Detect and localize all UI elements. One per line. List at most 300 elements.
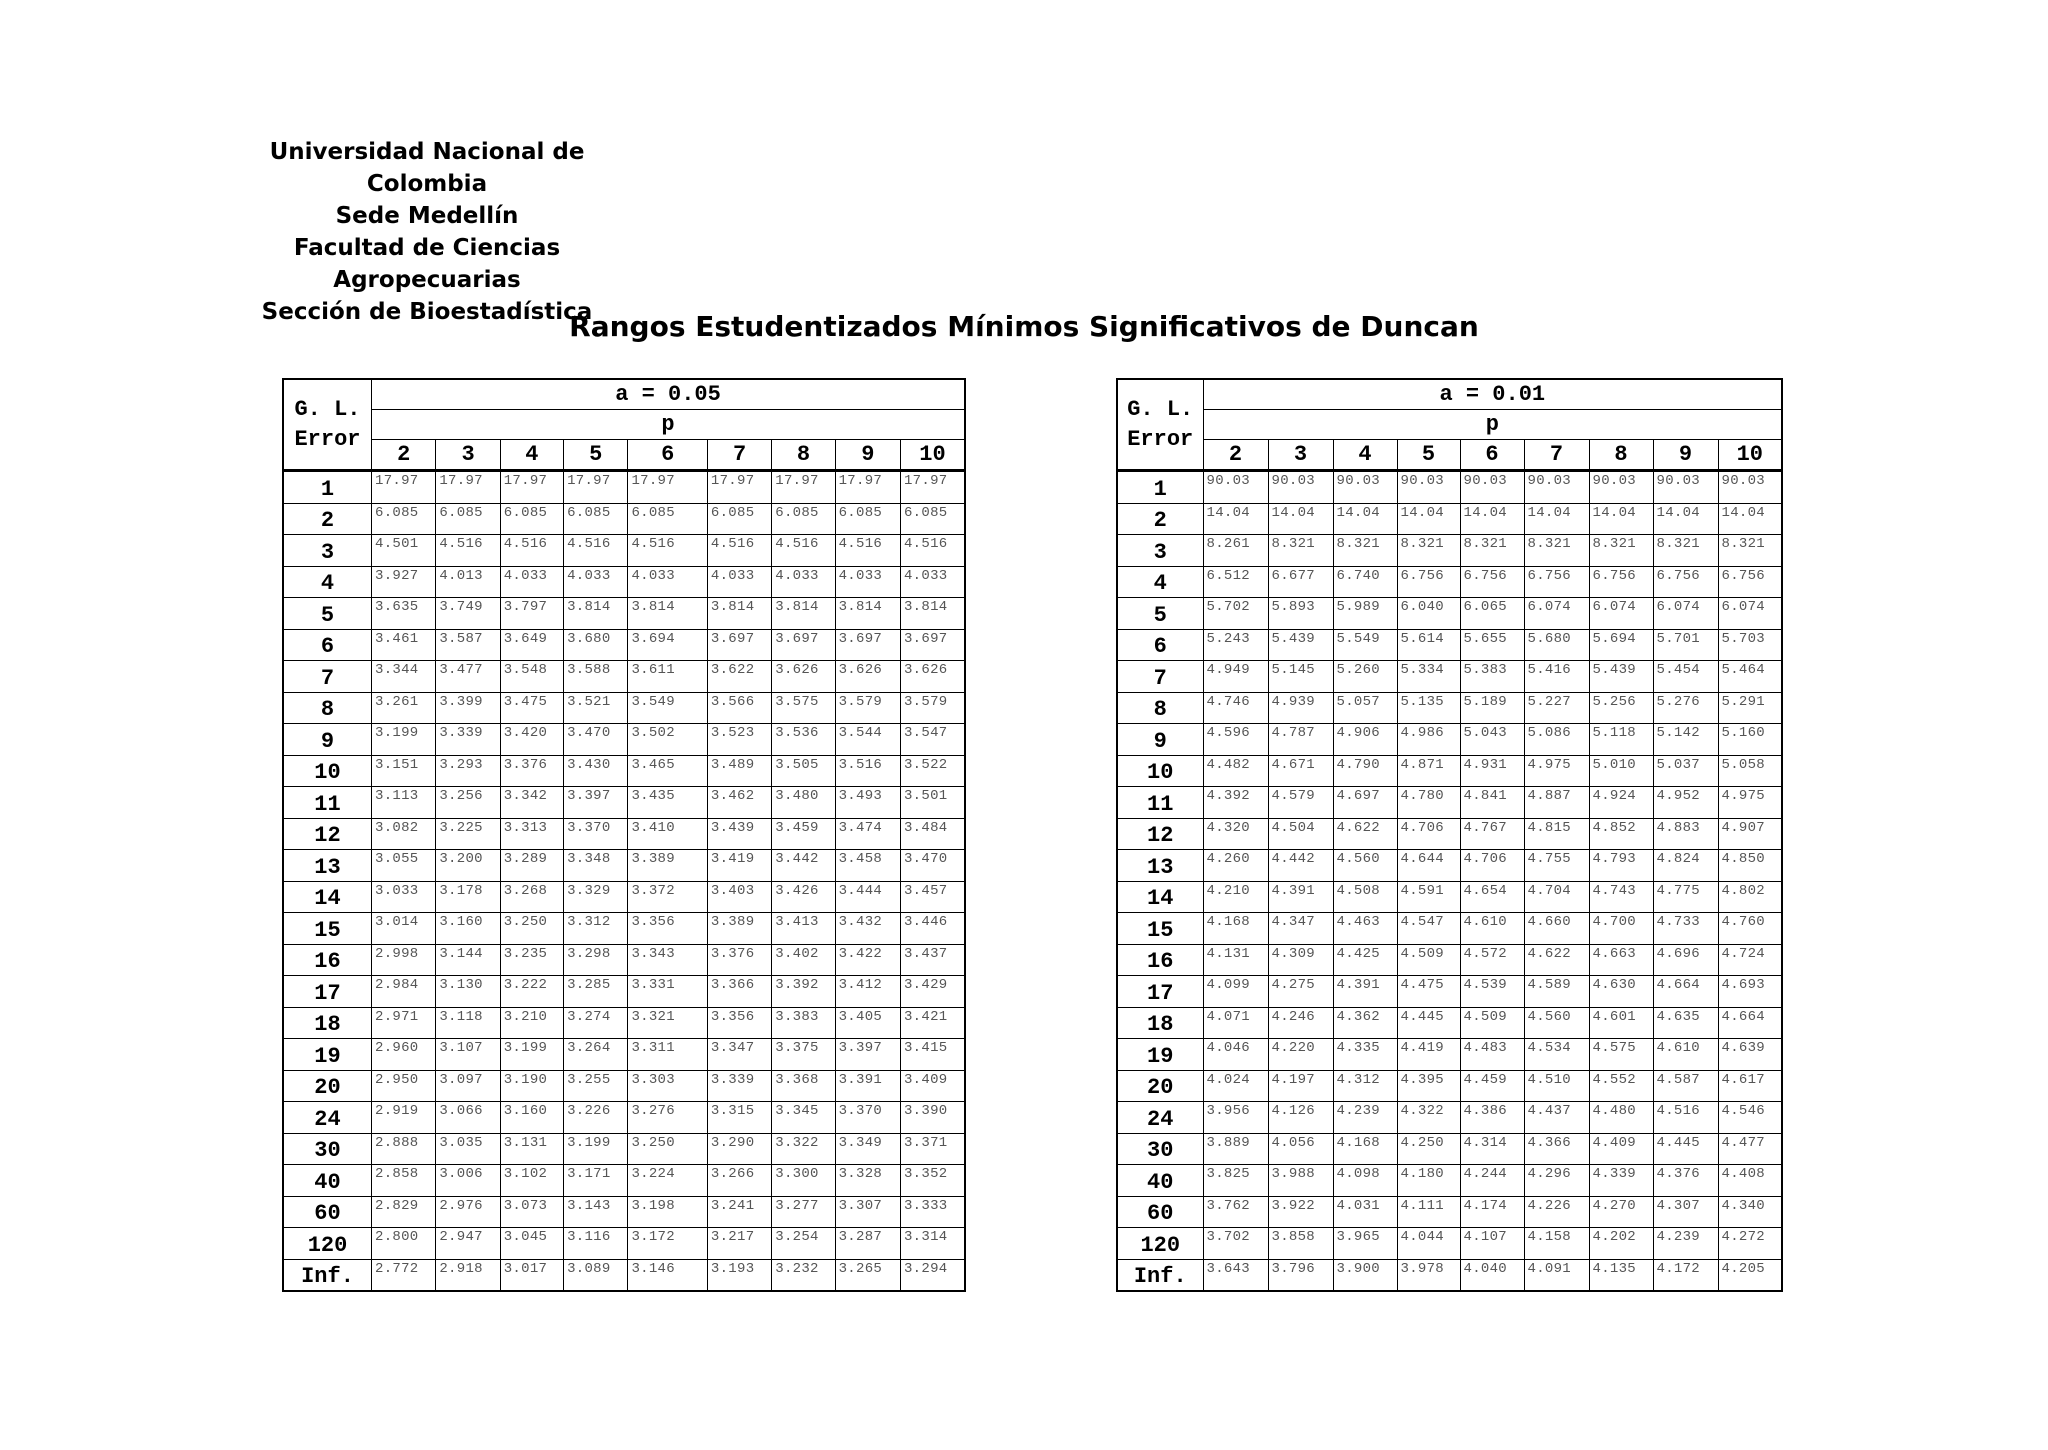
table-cell: 6.512 bbox=[1203, 566, 1268, 598]
table-cell: 4.509 bbox=[1397, 944, 1460, 976]
table-cell: 3.421 bbox=[900, 1007, 965, 1039]
df-value: 19 bbox=[1117, 1039, 1203, 1071]
table-cell: 3.356 bbox=[628, 913, 707, 945]
table-cell: 3.437 bbox=[900, 944, 965, 976]
table-cell: 3.370 bbox=[835, 1102, 900, 1134]
table-cell: 3.146 bbox=[628, 1259, 707, 1291]
table-cell: 4.516 bbox=[564, 535, 628, 567]
table-cell: 3.348 bbox=[564, 850, 628, 882]
table-cell: 3.315 bbox=[707, 1102, 771, 1134]
table-cell: 3.376 bbox=[707, 944, 771, 976]
table-cell: 3.643 bbox=[1203, 1259, 1268, 1291]
table-cell: 3.493 bbox=[835, 787, 900, 819]
table-cell: 90.03 bbox=[1203, 471, 1268, 504]
table-cell: 3.160 bbox=[500, 1102, 563, 1134]
table-cell: 6.085 bbox=[772, 503, 835, 535]
table-cell: 6.085 bbox=[628, 503, 707, 535]
table-row bbox=[1117, 755, 1782, 787]
table-cell: 3.749 bbox=[436, 598, 500, 630]
df-value: 11 bbox=[1117, 787, 1203, 819]
table-row bbox=[283, 1259, 965, 1291]
table-cell: 6.074 bbox=[1653, 598, 1718, 630]
df-value: 7 bbox=[1117, 661, 1203, 693]
df-value: 10 bbox=[1117, 755, 1203, 787]
df-value: 17 bbox=[283, 976, 372, 1008]
table-cell: 4.091 bbox=[1524, 1259, 1589, 1291]
table-row bbox=[1117, 535, 1782, 567]
table-cell: 90.03 bbox=[1589, 471, 1653, 504]
table-cell: 4.596 bbox=[1203, 724, 1268, 756]
table-row bbox=[283, 976, 965, 1008]
table-cell: 4.272 bbox=[1718, 1228, 1782, 1260]
table-cell: 4.174 bbox=[1460, 1196, 1524, 1228]
table-cell: 3.611 bbox=[628, 661, 707, 693]
table-cell: 4.482 bbox=[1203, 755, 1268, 787]
table-cell: 3.420 bbox=[500, 724, 563, 756]
table-cell: 3.066 bbox=[436, 1102, 500, 1134]
table-cell: 14.04 bbox=[1589, 503, 1653, 535]
table-cell: 6.085 bbox=[707, 503, 771, 535]
table-cell: 4.931 bbox=[1460, 755, 1524, 787]
table-cell: 3.343 bbox=[628, 944, 707, 976]
table-cell: 6.740 bbox=[1333, 566, 1397, 598]
table-cell: 3.224 bbox=[628, 1165, 707, 1197]
table-cell: 4.395 bbox=[1397, 1070, 1460, 1102]
table-cell: 3.366 bbox=[707, 976, 771, 1008]
table-cell: 3.222 bbox=[500, 976, 563, 1008]
table-cell: 3.858 bbox=[1268, 1228, 1333, 1260]
table-cell: 3.276 bbox=[628, 1102, 707, 1134]
table-cell: 2.858 bbox=[372, 1165, 436, 1197]
table-row bbox=[283, 661, 965, 693]
table-cell: 3.796 bbox=[1268, 1259, 1333, 1291]
table-cell: 3.014 bbox=[372, 913, 436, 945]
table-row bbox=[283, 724, 965, 756]
table-cell: 3.235 bbox=[500, 944, 563, 976]
table-cell: 3.339 bbox=[707, 1070, 771, 1102]
table-cell: 5.058 bbox=[1718, 755, 1782, 787]
table-cell: 3.588 bbox=[564, 661, 628, 693]
table-cell: 17.97 bbox=[835, 471, 900, 504]
table-cell: 3.225 bbox=[436, 818, 500, 850]
table-cell: 3.371 bbox=[900, 1133, 965, 1165]
table-cell: 3.432 bbox=[835, 913, 900, 945]
table-cell: 3.549 bbox=[628, 692, 707, 724]
table-cell: 3.501 bbox=[900, 787, 965, 819]
table-cell: 4.408 bbox=[1718, 1165, 1782, 1197]
table-cell: 4.509 bbox=[1460, 1007, 1524, 1039]
table-row bbox=[1117, 913, 1782, 945]
table-cell: 3.575 bbox=[772, 692, 835, 724]
table-cell: 3.626 bbox=[900, 661, 965, 693]
table-row bbox=[1117, 661, 1782, 693]
table-cell: 3.130 bbox=[436, 976, 500, 1008]
table-cell: 6.756 bbox=[1718, 566, 1782, 598]
table-cell: 3.900 bbox=[1333, 1259, 1397, 1291]
table-cell: 3.055 bbox=[372, 850, 436, 882]
table-cell: 3.978 bbox=[1397, 1259, 1460, 1291]
table-cell: 3.303 bbox=[628, 1070, 707, 1102]
table-cell: 6.085 bbox=[372, 503, 436, 535]
table-cell: 3.814 bbox=[772, 598, 835, 630]
df-value: 5 bbox=[1117, 598, 1203, 630]
table-cell: 4.445 bbox=[1653, 1133, 1718, 1165]
table-cell: 2.976 bbox=[436, 1196, 500, 1228]
df-value: 17 bbox=[1117, 976, 1203, 1008]
table-cell: 4.733 bbox=[1653, 913, 1718, 945]
df-value: 40 bbox=[1117, 1165, 1203, 1197]
table-cell: 3.587 bbox=[436, 629, 500, 661]
table-cell: 4.312 bbox=[1333, 1070, 1397, 1102]
table-cell: 4.071 bbox=[1203, 1007, 1268, 1039]
table-cell: 4.743 bbox=[1589, 881, 1653, 913]
table-cell: 3.226 bbox=[564, 1102, 628, 1134]
df-value: 10 bbox=[283, 755, 372, 787]
table-cell: 4.610 bbox=[1653, 1039, 1718, 1071]
table-cell: 3.333 bbox=[900, 1196, 965, 1228]
table-cell: 4.871 bbox=[1397, 755, 1460, 787]
table-cell: 4.024 bbox=[1203, 1070, 1268, 1102]
df-value: 40 bbox=[283, 1165, 372, 1197]
df-value: 120 bbox=[283, 1228, 372, 1260]
p-value-header: 8 bbox=[772, 440, 835, 471]
table-cell: 4.591 bbox=[1397, 881, 1460, 913]
table-cell: 3.697 bbox=[772, 629, 835, 661]
table-cell: 3.274 bbox=[564, 1007, 628, 1039]
table-row bbox=[283, 1133, 965, 1165]
table-cell: 4.172 bbox=[1653, 1259, 1718, 1291]
table-cell: 5.703 bbox=[1718, 629, 1782, 661]
table-cell: 4.516 bbox=[500, 535, 563, 567]
table-row bbox=[1117, 503, 1782, 535]
table-row bbox=[283, 471, 965, 504]
table-cell: 3.342 bbox=[500, 787, 563, 819]
table-row bbox=[283, 913, 965, 945]
df-value: 1 bbox=[283, 471, 372, 504]
table-cell: 5.464 bbox=[1718, 661, 1782, 693]
table-cell: 4.463 bbox=[1333, 913, 1397, 945]
table-cell: 3.290 bbox=[707, 1133, 771, 1165]
table-row bbox=[1117, 692, 1782, 724]
table-cell: 3.193 bbox=[707, 1259, 771, 1291]
table-cell: 3.458 bbox=[835, 850, 900, 882]
table-cell: 4.601 bbox=[1589, 1007, 1653, 1039]
table-cell: 4.617 bbox=[1718, 1070, 1782, 1102]
table-cell: 4.693 bbox=[1718, 976, 1782, 1008]
table-cell: 3.199 bbox=[564, 1133, 628, 1165]
table-cell: 5.549 bbox=[1333, 629, 1397, 661]
table-cell: 4.516 bbox=[900, 535, 965, 567]
table-cell: 4.671 bbox=[1268, 755, 1333, 787]
table-cell: 3.289 bbox=[500, 850, 563, 882]
table-cell: 4.572 bbox=[1460, 944, 1524, 976]
table-cell: 6.085 bbox=[564, 503, 628, 535]
table-cell: 4.852 bbox=[1589, 818, 1653, 850]
table-cell: 4.504 bbox=[1268, 818, 1333, 850]
table-cell: 3.300 bbox=[772, 1165, 835, 1197]
table-cell: 3.470 bbox=[900, 850, 965, 882]
table-cell: 6.085 bbox=[436, 503, 500, 535]
table-cell: 3.277 bbox=[772, 1196, 835, 1228]
table-cell: 4.099 bbox=[1203, 976, 1268, 1008]
df-value: 60 bbox=[283, 1196, 372, 1228]
error-label: Error bbox=[294, 426, 361, 452]
table-cell: 3.412 bbox=[835, 976, 900, 1008]
error-label: Error bbox=[1127, 426, 1194, 452]
table-cell: 6.085 bbox=[900, 503, 965, 535]
table-cell: 3.017 bbox=[500, 1259, 563, 1291]
table-cell: 4.250 bbox=[1397, 1133, 1460, 1165]
df-value: 18 bbox=[283, 1007, 372, 1039]
table-cell: 3.217 bbox=[707, 1228, 771, 1260]
df-value: 18 bbox=[1117, 1007, 1203, 1039]
gl-label: G. L. bbox=[1127, 396, 1194, 422]
table-cell: 5.118 bbox=[1589, 724, 1653, 756]
table-cell: 3.544 bbox=[835, 724, 900, 756]
page-title: Rangos Estudentizados Mínimos Significativos de Duncan bbox=[569, 310, 1479, 343]
table-cell: 6.085 bbox=[500, 503, 563, 535]
table-cell: 3.376 bbox=[500, 755, 563, 787]
table-cell: 3.547 bbox=[900, 724, 965, 756]
table-cell: 3.082 bbox=[372, 818, 436, 850]
table-cell: 3.922 bbox=[1268, 1196, 1333, 1228]
table-row bbox=[1117, 850, 1782, 882]
alpha-label: a = 0.01 bbox=[1203, 379, 1782, 410]
table-cell: 3.889 bbox=[1203, 1133, 1268, 1165]
table-cell: 4.135 bbox=[1589, 1259, 1653, 1291]
table-cell: 4.986 bbox=[1397, 724, 1460, 756]
table-cell: 4.445 bbox=[1397, 1007, 1460, 1039]
p-values-row bbox=[1117, 440, 1782, 471]
table-cell: 3.825 bbox=[1203, 1165, 1268, 1197]
table-cell: 3.480 bbox=[772, 787, 835, 819]
table-cell: 6.065 bbox=[1460, 598, 1524, 630]
table-row bbox=[283, 755, 965, 787]
table-cell: 4.031 bbox=[1333, 1196, 1397, 1228]
table-cell: 14.04 bbox=[1460, 503, 1524, 535]
table-cell: 3.199 bbox=[500, 1039, 563, 1071]
table-cell: 6.756 bbox=[1397, 566, 1460, 598]
table-cell: 4.534 bbox=[1524, 1039, 1589, 1071]
df-value: 6 bbox=[283, 629, 372, 661]
table-cell: 4.244 bbox=[1460, 1165, 1524, 1197]
table-row bbox=[1117, 1070, 1782, 1102]
table-cell: 3.383 bbox=[772, 1007, 835, 1039]
table-cell: 4.270 bbox=[1589, 1196, 1653, 1228]
faculty-name: Facultad de Ciencias Agropecuarias bbox=[293, 235, 561, 293]
table-row bbox=[283, 944, 965, 976]
campus-name: Sede Medellín bbox=[335, 203, 519, 229]
table-cell: 3.200 bbox=[436, 850, 500, 882]
table-cell: 3.254 bbox=[772, 1228, 835, 1260]
table-cell: 3.697 bbox=[707, 629, 771, 661]
table-cell: 4.663 bbox=[1589, 944, 1653, 976]
p-label: p bbox=[1203, 410, 1782, 440]
table-cell: 3.405 bbox=[835, 1007, 900, 1039]
table-row bbox=[1117, 787, 1782, 819]
df-value: 5 bbox=[283, 598, 372, 630]
table-cell: 3.321 bbox=[628, 1007, 707, 1039]
table-cell: 8.321 bbox=[1333, 535, 1397, 567]
table-cell: 3.307 bbox=[835, 1196, 900, 1228]
table-cell: 2.918 bbox=[436, 1259, 500, 1291]
table-cell: 3.762 bbox=[1203, 1196, 1268, 1228]
table-cell: 3.389 bbox=[628, 850, 707, 882]
p-value-header: 10 bbox=[1718, 440, 1782, 471]
table-cell: 4.309 bbox=[1268, 944, 1333, 976]
table-cell: 4.793 bbox=[1589, 850, 1653, 882]
table-cell: 3.118 bbox=[436, 1007, 500, 1039]
p-value-header: 7 bbox=[1524, 440, 1589, 471]
table-cell: 4.560 bbox=[1333, 850, 1397, 882]
table-cell: 5.655 bbox=[1460, 629, 1524, 661]
table-cell: 3.697 bbox=[900, 629, 965, 661]
table-cell: 5.680 bbox=[1524, 629, 1589, 661]
table-cell: 4.126 bbox=[1268, 1102, 1333, 1134]
table-cell: 3.349 bbox=[835, 1133, 900, 1165]
table-cell: 4.510 bbox=[1524, 1070, 1589, 1102]
table-cell: 4.477 bbox=[1718, 1133, 1782, 1165]
table-cell: 4.275 bbox=[1268, 976, 1333, 1008]
table-cell: 3.413 bbox=[772, 913, 835, 945]
table-cell: 3.255 bbox=[564, 1070, 628, 1102]
table-cell: 4.635 bbox=[1653, 1007, 1718, 1039]
table-row bbox=[1117, 1228, 1782, 1260]
alpha-label: a = 0.05 bbox=[372, 379, 966, 410]
table-cell: 3.250 bbox=[500, 913, 563, 945]
table-cell: 4.516 bbox=[835, 535, 900, 567]
table-cell: 17.97 bbox=[500, 471, 563, 504]
table-cell: 3.160 bbox=[436, 913, 500, 945]
table-cell: 4.180 bbox=[1397, 1165, 1460, 1197]
table-cell: 6.085 bbox=[835, 503, 900, 535]
table-cell: 4.516 bbox=[1653, 1102, 1718, 1134]
table-cell: 14.04 bbox=[1333, 503, 1397, 535]
table-cell: 3.505 bbox=[772, 755, 835, 787]
table-cell: 5.189 bbox=[1460, 692, 1524, 724]
table-cell: 3.465 bbox=[628, 755, 707, 787]
table-cell: 4.704 bbox=[1524, 881, 1589, 913]
table-cell: 3.409 bbox=[900, 1070, 965, 1102]
table-cell: 4.767 bbox=[1460, 818, 1524, 850]
table-cell: 4.760 bbox=[1718, 913, 1782, 945]
table-cell: 4.547 bbox=[1397, 913, 1460, 945]
table-cell: 4.975 bbox=[1718, 787, 1782, 819]
table-cell: 4.040 bbox=[1460, 1259, 1524, 1291]
table-cell: 2.888 bbox=[372, 1133, 436, 1165]
table-cell: 6.040 bbox=[1397, 598, 1460, 630]
table-cell: 3.579 bbox=[900, 692, 965, 724]
table-cell: 5.260 bbox=[1333, 661, 1397, 693]
table-row bbox=[283, 1039, 965, 1071]
table-row bbox=[283, 1196, 965, 1228]
p-value-header: 5 bbox=[564, 440, 628, 471]
table-cell: 4.314 bbox=[1460, 1133, 1524, 1165]
table-row bbox=[283, 1165, 965, 1197]
p-header-row bbox=[283, 410, 965, 440]
table-cell: 5.694 bbox=[1589, 629, 1653, 661]
df-value: 16 bbox=[283, 944, 372, 976]
table-cell: 3.429 bbox=[900, 976, 965, 1008]
table-cell: 3.033 bbox=[372, 881, 436, 913]
table-cell: 4.780 bbox=[1397, 787, 1460, 819]
table-cell: 4.664 bbox=[1718, 1007, 1782, 1039]
df-value: Inf. bbox=[283, 1259, 372, 1291]
df-value: 2 bbox=[1117, 503, 1203, 535]
table-cell: 4.033 bbox=[900, 566, 965, 598]
table-cell: 8.321 bbox=[1268, 535, 1333, 567]
df-value: 13 bbox=[283, 850, 372, 882]
table-cell: 3.484 bbox=[900, 818, 965, 850]
table-cell: 3.435 bbox=[628, 787, 707, 819]
table-cell: 3.006 bbox=[436, 1165, 500, 1197]
table-cell: 6.074 bbox=[1524, 598, 1589, 630]
table-cell: 4.013 bbox=[436, 566, 500, 598]
table-cell: 3.329 bbox=[564, 881, 628, 913]
table-cell: 3.548 bbox=[500, 661, 563, 693]
table-cell: 4.746 bbox=[1203, 692, 1268, 724]
table-cell: 4.700 bbox=[1589, 913, 1653, 945]
table-cell: 6.677 bbox=[1268, 566, 1333, 598]
table-cell: 3.965 bbox=[1333, 1228, 1397, 1260]
table-cell: 5.383 bbox=[1460, 661, 1524, 693]
table-cell: 4.339 bbox=[1589, 1165, 1653, 1197]
p-header-row bbox=[1117, 410, 1782, 440]
table-cell: 17.97 bbox=[564, 471, 628, 504]
table-cell: 3.814 bbox=[835, 598, 900, 630]
table-cell: 3.298 bbox=[564, 944, 628, 976]
table-cell: 6.756 bbox=[1589, 566, 1653, 598]
table-cell: 90.03 bbox=[1653, 471, 1718, 504]
df-value: 30 bbox=[283, 1133, 372, 1165]
table-cell: 5.614 bbox=[1397, 629, 1460, 661]
table-row bbox=[283, 818, 965, 850]
table-cell: 4.639 bbox=[1718, 1039, 1782, 1071]
df-value: 3 bbox=[283, 535, 372, 567]
table-cell: 4.362 bbox=[1333, 1007, 1397, 1039]
table-cell: 4.131 bbox=[1203, 944, 1268, 976]
table-cell: 4.924 bbox=[1589, 787, 1653, 819]
table-row bbox=[283, 566, 965, 598]
table-cell: 4.111 bbox=[1397, 1196, 1460, 1228]
table-row bbox=[1117, 724, 1782, 756]
table-cell: 5.416 bbox=[1524, 661, 1589, 693]
table-cell: 3.312 bbox=[564, 913, 628, 945]
table-cell: 3.446 bbox=[900, 913, 965, 945]
table-cell: 5.243 bbox=[1203, 629, 1268, 661]
table-cell: 3.403 bbox=[707, 881, 771, 913]
df-value: 11 bbox=[283, 787, 372, 819]
table-cell: 2.919 bbox=[372, 1102, 436, 1134]
table-cell: 4.392 bbox=[1203, 787, 1268, 819]
table-cell: 3.322 bbox=[772, 1133, 835, 1165]
table-row bbox=[283, 598, 965, 630]
table-cell: 4.775 bbox=[1653, 881, 1718, 913]
df-value: 20 bbox=[283, 1070, 372, 1102]
table-cell: 3.250 bbox=[628, 1133, 707, 1165]
table-cell: 4.226 bbox=[1524, 1196, 1589, 1228]
table-cell: 5.037 bbox=[1653, 755, 1718, 787]
table-row bbox=[283, 1007, 965, 1039]
table-row bbox=[283, 850, 965, 882]
table-cell: 4.516 bbox=[772, 535, 835, 567]
table-cell: 3.293 bbox=[436, 755, 500, 787]
table-cell: 3.131 bbox=[500, 1133, 563, 1165]
table-cell: 2.998 bbox=[372, 944, 436, 976]
table-cell: 3.523 bbox=[707, 724, 771, 756]
table-row bbox=[1117, 471, 1782, 504]
table-cell: 3.622 bbox=[707, 661, 771, 693]
